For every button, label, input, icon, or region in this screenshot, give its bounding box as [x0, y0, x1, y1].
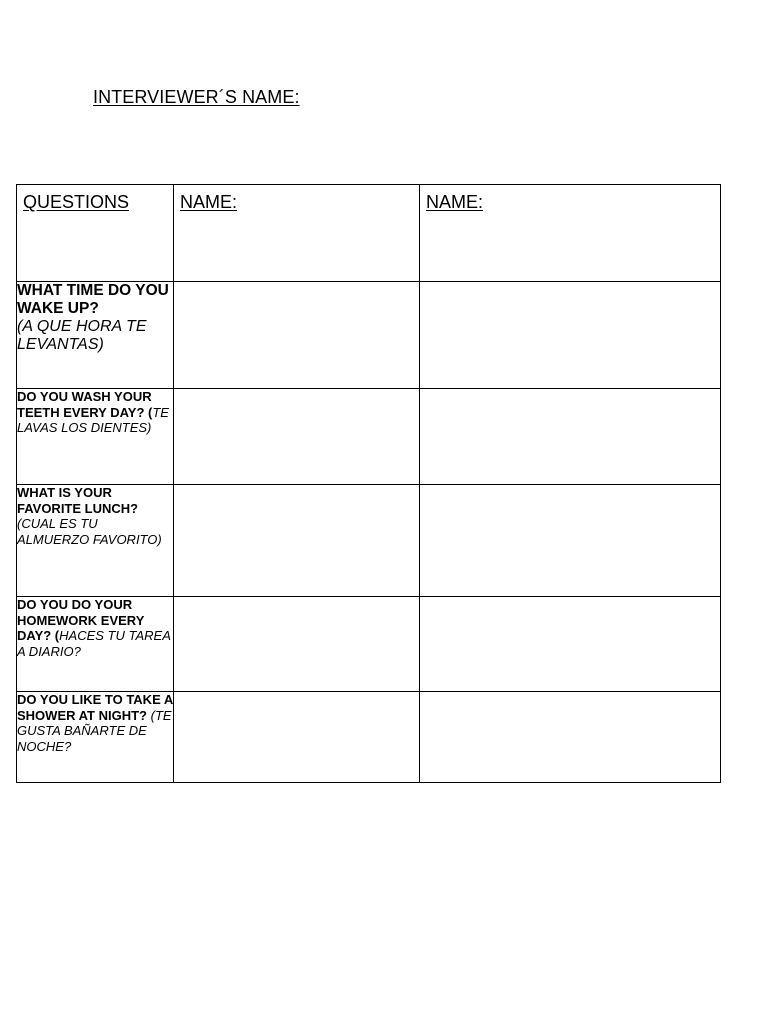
header-cell-name-1[interactable] — [174, 185, 420, 282]
question-spanish: (A QUE HORA TE LEVANTAS) — [17, 318, 147, 353]
question-english: WHAT TIME DO YOU WAKE UP? — [17, 282, 169, 317]
table-row — [17, 597, 721, 692]
answer-cell-name-1[interactable] — [174, 692, 420, 783]
question-cell — [17, 282, 174, 389]
answer-cell-name-2[interactable] — [420, 282, 721, 389]
table-header-row — [17, 185, 721, 282]
table-row — [17, 389, 721, 485]
header-cell-questions — [17, 185, 174, 282]
interview-table — [16, 184, 721, 783]
question-english: DO YOU DO YOUR HOMEWORK EVERY DAY? ( — [17, 597, 145, 643]
question-english: DO YOU LIKE TO TAKE A SHOWER AT NIGHT? — [17, 692, 173, 723]
table-row — [17, 692, 721, 783]
answer-cell-name-1[interactable] — [174, 282, 420, 389]
question-spanish: (CUAL ES TU ALMUERZO FAVORITO) — [17, 516, 162, 547]
question-english: DO YOU WASH YOUR TEETH EVERY DAY? ( — [17, 389, 153, 420]
answer-cell-name-2[interactable] — [420, 597, 721, 692]
table-row — [17, 485, 721, 597]
question-spanish: TE LAVAS LOS DIENTES) — [17, 404, 169, 435]
name-header-2: NAME: — [426, 192, 484, 212]
question-cell — [17, 597, 174, 692]
answer-cell-name-2[interactable] — [420, 389, 721, 485]
answer-cell-name-1[interactable] — [174, 597, 420, 692]
table-row — [17, 282, 721, 389]
answer-cell-name-2[interactable] — [420, 485, 721, 597]
question-english: WHAT IS YOUR FAVORITE LUNCH? — [17, 485, 139, 516]
question-cell — [17, 485, 174, 597]
answer-cell-name-2[interactable] — [420, 692, 721, 783]
questions-header: QUESTIONS — [23, 192, 130, 212]
header-cell-name-2[interactable] — [420, 185, 721, 282]
question-cell — [17, 389, 174, 485]
question-spanish: (TE GUSTA BAÑARTE DE NOCHE? — [17, 707, 172, 754]
question-cell — [17, 692, 174, 783]
name-header-1: NAME: — [180, 192, 238, 212]
question-spanish: HACES TU TAREA A DIARIO? — [17, 628, 171, 659]
answer-cell-name-1[interactable] — [174, 389, 420, 485]
interviewer-name-label: INTERVIEWER´S NAME: — [93, 87, 300, 107]
answer-cell-name-1[interactable] — [174, 485, 420, 597]
